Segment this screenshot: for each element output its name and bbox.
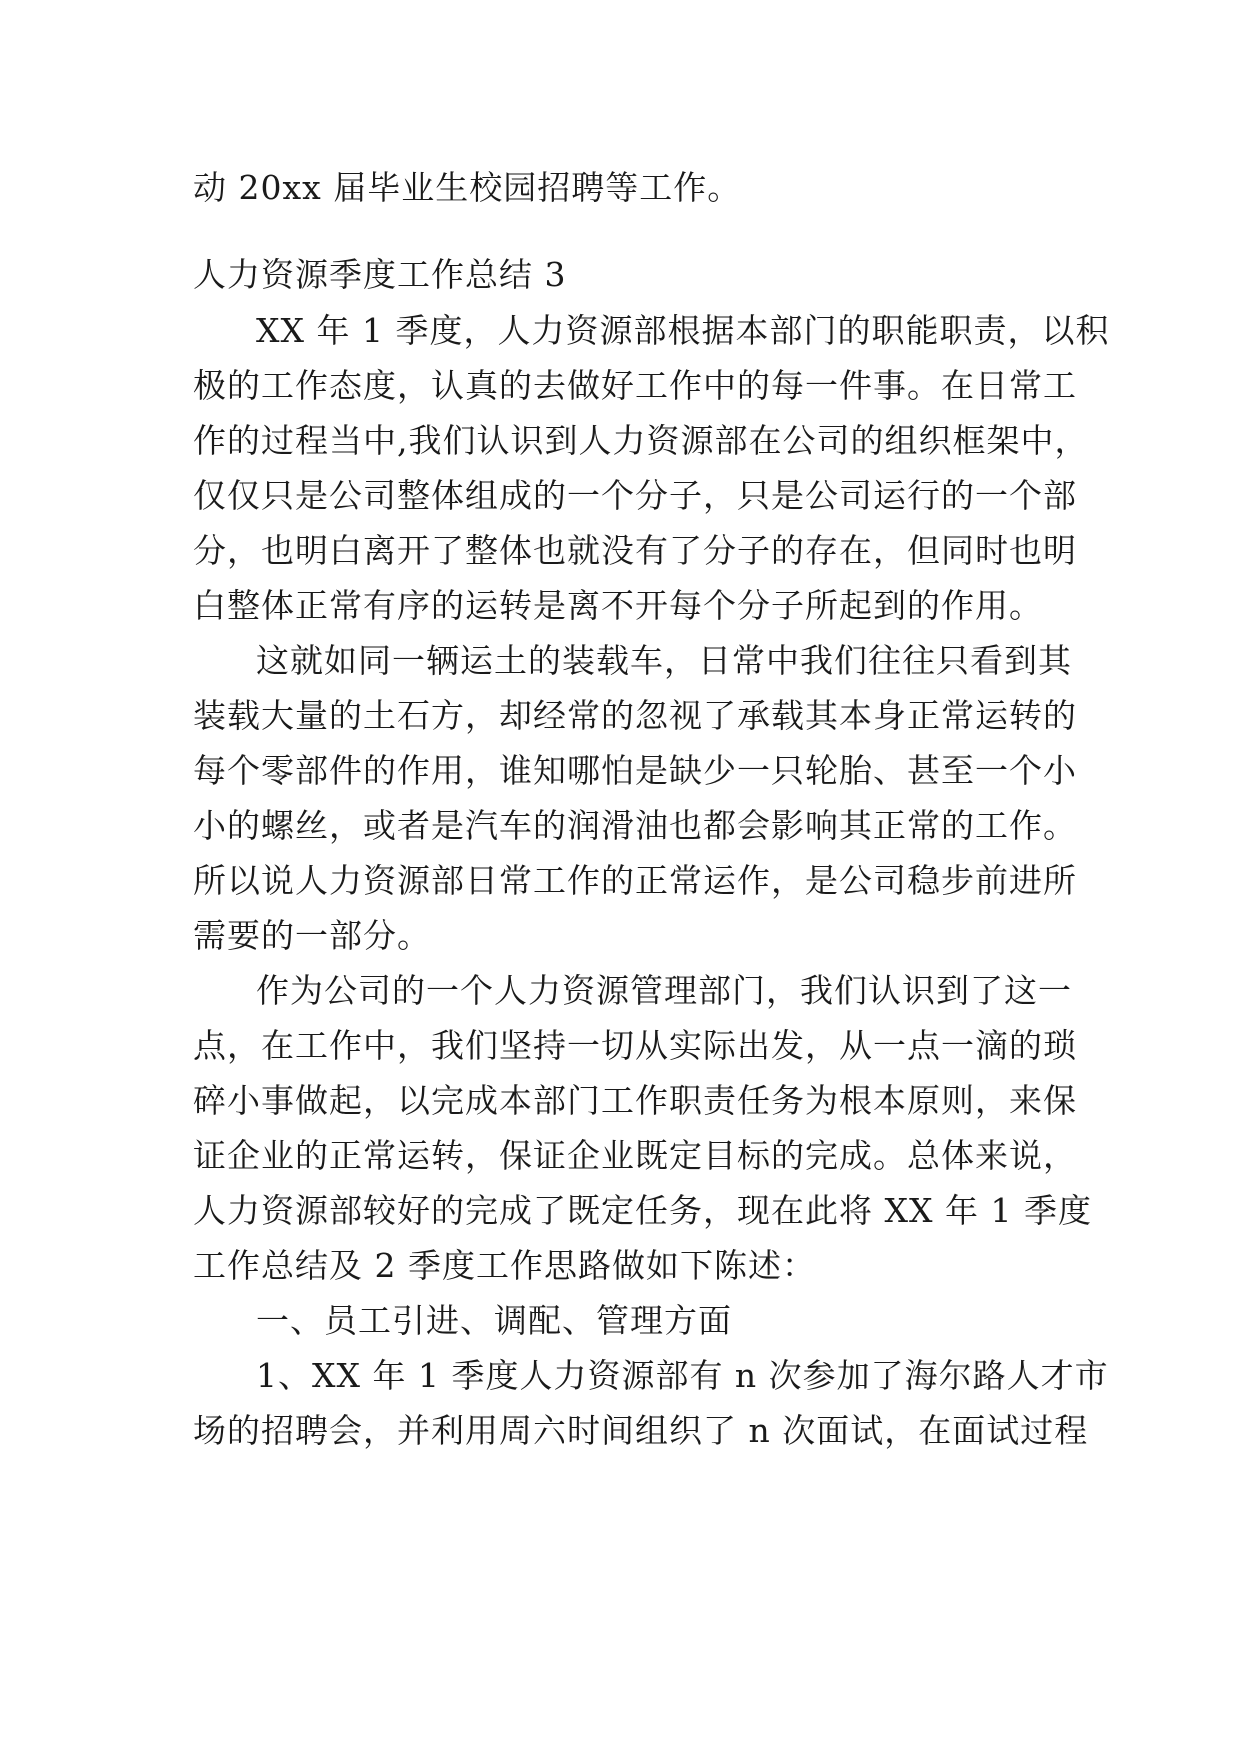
text-line: 碎小事做起，以完成本部门工作职责任务为根本原则，来保 (193, 1081, 1077, 1120)
text-line: 所以说人力资源部日常工作的正常运作，是公司稳步前进所 (193, 861, 1077, 900)
text-line: 点，在工作中，我们坚持一切从实际出发，从一点一滴的琐 (193, 1026, 1077, 1065)
text-line: 仅仅只是公司整体组成的一个分子，只是公司运行的一个部 (193, 476, 1077, 515)
text-line: 白整体正常有序的运转是离不开每个分子所起到的作用。 (193, 586, 1043, 625)
text-line: 人力资源部较好的完成了既定任务，现在此将 XX 年 1 季度 (193, 1191, 1092, 1230)
text-line: 每个零部件的作用，谁知哪怕是缺少一只轮胎、甚至一个小 (193, 751, 1077, 790)
subsection-heading: 一、员工引进、调配、管理方面 (256, 1301, 732, 1340)
section-heading: 人力资源季度工作总结 3 (193, 255, 567, 294)
text-line: 极的工作态度，认真的去做好工作中的每一件事。在日常工 (193, 366, 1077, 405)
text-line: 作为公司的一个人力资源管理部门，我们认识到了这一 (256, 971, 1072, 1010)
text-line: 作的过程当中,我们认识到人力资源部在公司的组织框架中， (193, 421, 1089, 460)
text-line: 工作总结及 2 季度工作思路做如下陈述： (193, 1246, 816, 1285)
text-line: 小的螺丝，或者是汽车的润滑油也都会影响其正常的工作。 (193, 806, 1077, 845)
text-line: 场的招聘会，并利用周六时间组织了 n 次面试，在面试过程 (193, 1411, 1089, 1450)
text-line: 这就如同一辆运土的装载车，日常中我们往往只看到其 (256, 641, 1072, 680)
text-line: 证企业的正常运转，保证企业既定目标的完成。总体来说， (193, 1136, 1077, 1175)
text-line: 分，也明白离开了整体也就没有了分子的存在，但同时也明 (193, 531, 1077, 570)
text-line: 装载大量的土石方，却经常的忽视了承载其本身正常运转的 (193, 696, 1077, 735)
text-line: 1、XX 年 1 季度人力资源部有 n 次参加了海尔路人才市 (256, 1356, 1109, 1395)
text-line: XX 年 1 季度，人力资源部根据本部门的职能职责，以积 (256, 311, 1110, 350)
text-line: 需要的一部分。 (193, 916, 431, 955)
text-line-continuation: 动 20xx 届毕业生校园招聘等工作。 (193, 168, 742, 207)
